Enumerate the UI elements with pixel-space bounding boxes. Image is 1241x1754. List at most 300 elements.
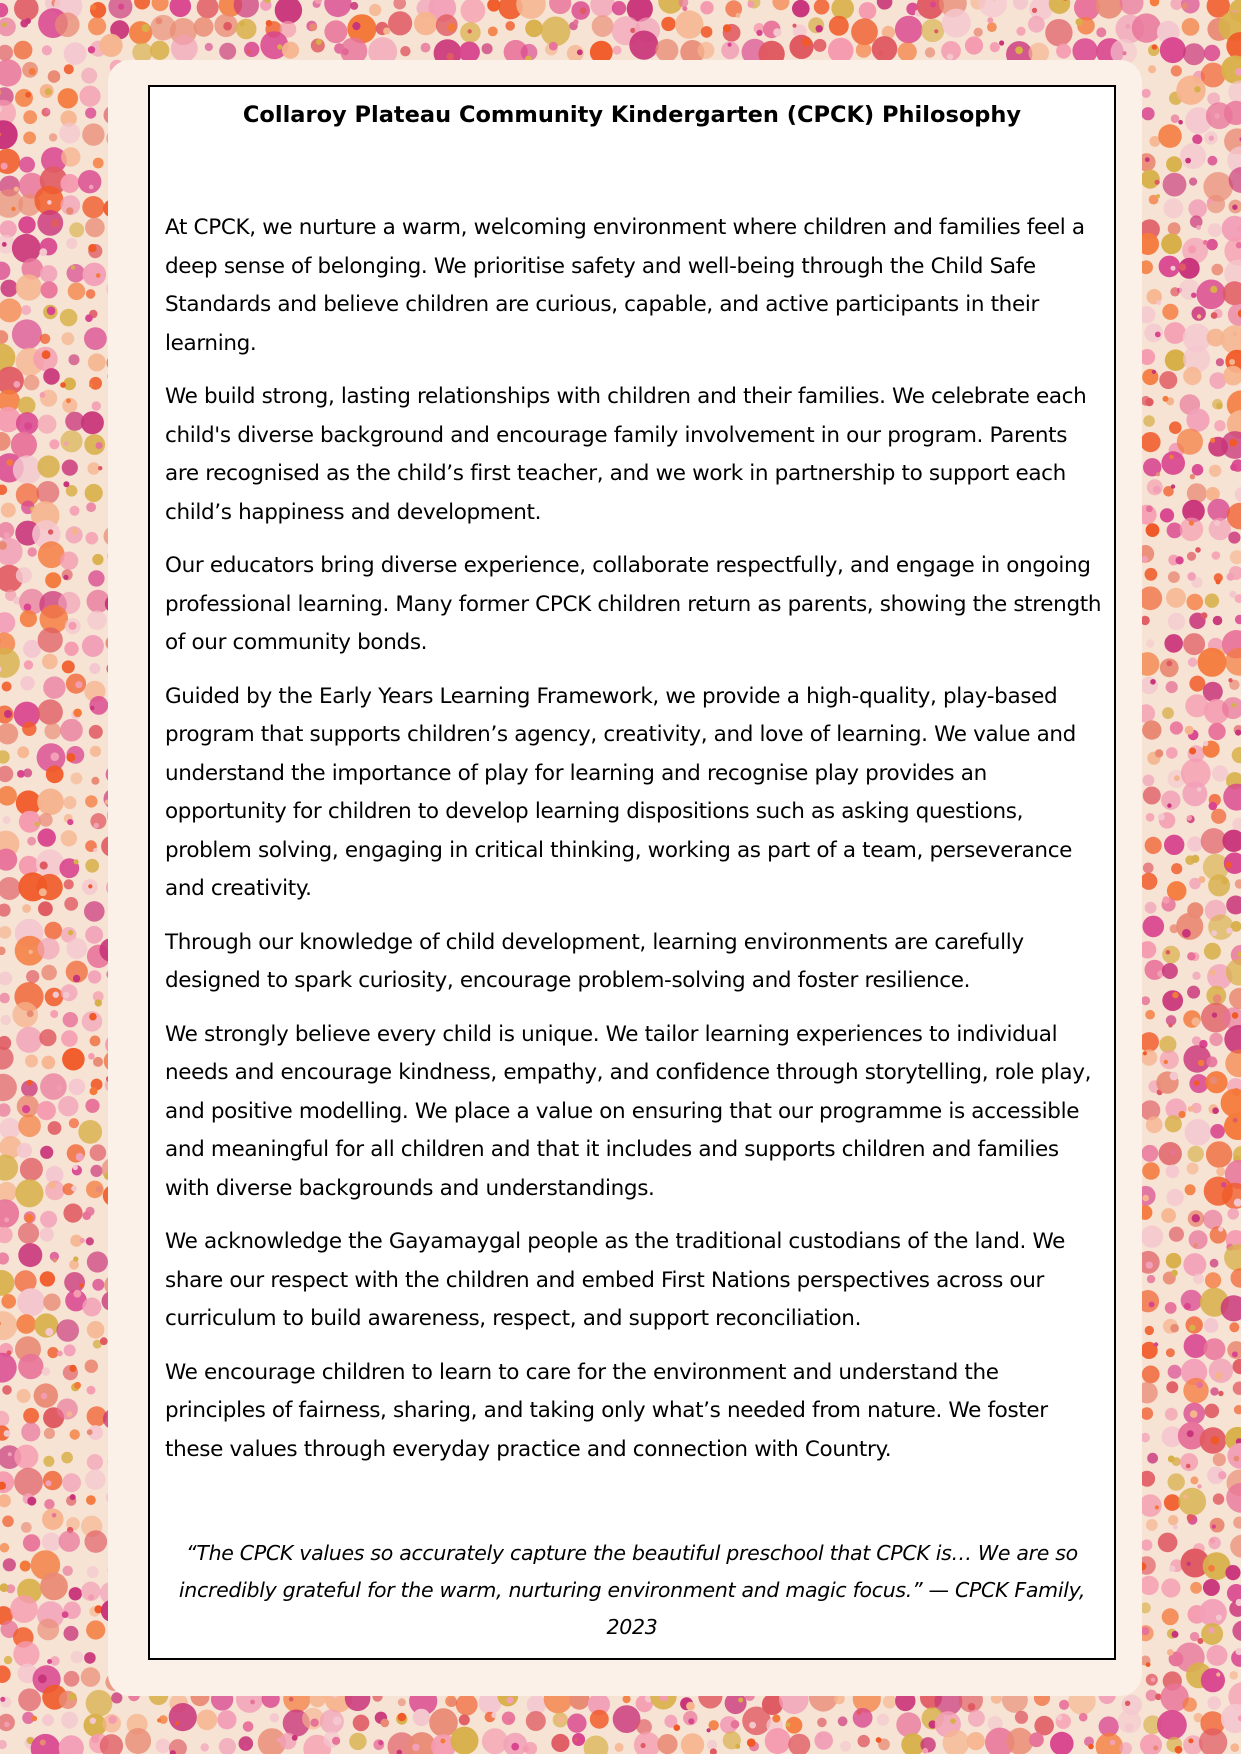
decorative-dot — [773, 28, 781, 36]
decorative-dot — [1209, 1033, 1222, 1046]
decorative-dot — [1164, 1060, 1168, 1064]
decorative-dot — [1187, 572, 1196, 581]
decorative-dot — [0, 18, 16, 37]
decorative-dot — [71, 773, 83, 785]
decorative-dot — [1207, 499, 1229, 521]
decorative-dot — [557, 1716, 565, 1724]
decorative-dot — [1191, 293, 1196, 298]
decorative-dot — [90, 1165, 102, 1177]
decorative-dot — [1152, 44, 1158, 50]
decorative-dot — [1183, 1697, 1197, 1711]
decorative-dot — [1146, 640, 1154, 648]
decorative-dot — [89, 663, 100, 674]
decorative-dot — [1228, 80, 1241, 103]
decorative-dot — [1233, 1382, 1241, 1395]
decorative-dot — [8, 1452, 12, 1456]
decorative-dot — [11, 432, 37, 458]
decorative-dot — [1196, 225, 1201, 230]
decorative-dot — [3, 816, 11, 824]
decorative-dot — [69, 1079, 86, 1096]
decorative-dot — [1147, 1453, 1158, 1464]
decorative-dot — [39, 1029, 56, 1046]
decorative-dot — [1218, 1391, 1223, 1396]
decorative-dot — [655, 39, 678, 62]
decorative-dot — [661, 17, 675, 31]
decorative-dot — [1210, 1538, 1216, 1544]
decorative-dot — [64, 1272, 85, 1293]
decorative-dot — [1110, 1740, 1116, 1746]
decorative-dot — [74, 859, 79, 864]
decorative-dot — [1166, 661, 1172, 667]
decorative-dot — [1158, 1533, 1178, 1553]
decorative-dot — [925, 47, 935, 57]
decorative-dot — [748, 1, 755, 8]
decorative-dot — [675, 10, 703, 38]
decorative-dot — [1183, 1045, 1211, 1073]
decorative-dot — [1139, 1576, 1158, 1595]
decorative-dot — [1186, 409, 1209, 432]
decorative-dot — [1183, 43, 1205, 65]
decorative-dot — [59, 123, 80, 144]
decorative-dot — [816, 25, 823, 32]
decorative-dot — [37, 789, 64, 816]
decorative-dot — [40, 334, 50, 344]
decorative-dot — [85, 859, 99, 873]
decorative-dot — [634, 1732, 660, 1754]
decorative-dot — [79, 86, 100, 107]
decorative-dot — [1163, 198, 1183, 218]
decorative-dot — [1208, 223, 1222, 237]
decorative-dot — [93, 848, 97, 852]
decorative-dot — [688, 1718, 694, 1724]
decorative-dot — [1210, 1076, 1218, 1084]
decorative-dot — [1228, 678, 1232, 682]
decorative-dot — [66, 398, 71, 403]
decorative-dot — [1221, 878, 1228, 885]
decorative-dot — [1145, 568, 1158, 581]
decorative-dot — [1232, 747, 1241, 763]
decorative-dot — [90, 1087, 98, 1095]
decorative-dot — [851, 18, 878, 45]
decorative-dot — [1198, 648, 1227, 677]
decorative-dot — [896, 1712, 921, 1737]
decorative-dot — [37, 1101, 56, 1120]
decorative-dot — [541, 17, 571, 47]
decorative-dot — [20, 1561, 31, 1572]
decorative-dot — [41, 965, 57, 981]
decorative-dot — [42, 350, 51, 359]
decorative-dot — [61, 984, 78, 1001]
decorative-dot — [728, 43, 732, 47]
decorative-dot — [68, 930, 73, 935]
decorative-dot — [1045, 19, 1072, 46]
decorative-dot — [88, 1053, 95, 1060]
decorative-dot — [1139, 1494, 1162, 1517]
decorative-dot — [765, 1728, 791, 1754]
decorative-dot — [731, 1720, 740, 1729]
decorative-dot — [1166, 1348, 1175, 1357]
decorative-dot — [1208, 156, 1218, 166]
decorative-dot — [1168, 222, 1181, 235]
decorative-dot — [4, 710, 12, 718]
decorative-dot — [18, 1243, 42, 1267]
decorative-dot — [59, 1531, 80, 1552]
decorative-dot — [1212, 765, 1228, 781]
decorative-dot — [1203, 1579, 1220, 1596]
decorative-dot — [0, 120, 18, 149]
decorative-dot — [85, 926, 103, 944]
decorative-dot — [1187, 836, 1202, 851]
decorative-dot — [1201, 1668, 1225, 1692]
decorative-dot — [1146, 1519, 1158, 1531]
decorative-dot — [84, 327, 107, 350]
decorative-dot — [244, 1744, 248, 1748]
decorative-dot — [64, 42, 87, 65]
decorative-dot — [85, 314, 93, 322]
decorative-dot — [217, 1710, 236, 1729]
decorative-dot — [19, 811, 41, 833]
decorative-dot — [63, 575, 68, 580]
decorative-dot — [1192, 1017, 1201, 1026]
decorative-dot — [488, 27, 498, 37]
decorative-dot — [82, 1211, 91, 1220]
decorative-dot — [35, 822, 40, 827]
decorative-dot — [1169, 1227, 1184, 1242]
decorative-dot — [19, 157, 35, 173]
decorative-dot — [98, 466, 102, 470]
decorative-dot — [0, 766, 13, 782]
decorative-dot — [1232, 818, 1241, 832]
decorative-dot — [16, 274, 42, 300]
decorative-dot — [1232, 1012, 1239, 1019]
decorative-dot — [66, 753, 75, 762]
decorative-dot — [1168, 613, 1185, 630]
decorative-dot — [381, 1719, 390, 1728]
decorative-dot — [934, 29, 938, 33]
decorative-dot — [46, 765, 64, 783]
decorative-dot — [93, 158, 104, 169]
decorative-dot — [0, 1494, 11, 1507]
decorative-dot — [96, 1186, 103, 1193]
decorative-dot — [324, 20, 347, 43]
decorative-dot — [1213, 1453, 1226, 1466]
decorative-dot — [1185, 158, 1191, 164]
decorative-dot — [1171, 1270, 1178, 1277]
decorative-dot — [42, 45, 52, 55]
decorative-dot — [1149, 1302, 1155, 1308]
decorative-dot — [1190, 1476, 1198, 1484]
decorative-dot — [64, 897, 78, 911]
decorative-dot — [0, 3, 8, 17]
decorative-dot — [573, 19, 578, 24]
decorative-dot — [85, 108, 96, 119]
decorative-dot — [2, 242, 7, 247]
decorative-dot — [64, 1626, 79, 1641]
decorative-dot — [749, 1722, 756, 1729]
decorative-dot — [735, 1744, 740, 1749]
decorative-dot — [40, 1073, 67, 1100]
decorative-dot — [74, 1382, 81, 1389]
decorative-dot — [1168, 1473, 1185, 1490]
decorative-dot — [29, 68, 36, 75]
decorative-dot — [872, 36, 898, 62]
decorative-dot — [1208, 874, 1230, 896]
decorative-dot — [42, 1714, 54, 1726]
decorative-dot — [1170, 721, 1183, 734]
decorative-dot — [39, 888, 47, 896]
decorative-dot — [223, 22, 232, 31]
decorative-dot — [1165, 1408, 1178, 1421]
decorative-dot — [1226, 862, 1232, 868]
decorative-dot — [686, 1702, 695, 1711]
decorative-dot — [156, 18, 163, 25]
decorative-dot — [194, 17, 214, 37]
decorative-dot — [18, 1354, 43, 1379]
decorative-dot — [817, 1734, 822, 1739]
decorative-dot — [88, 244, 96, 252]
decorative-dot — [1216, 358, 1224, 366]
decorative-dot — [1225, 1565, 1240, 1580]
decorative-dot — [22, 904, 31, 913]
decorative-dot — [1179, 279, 1199, 299]
decorative-dot — [398, 1713, 407, 1722]
decorative-dot — [90, 746, 101, 757]
decorative-dot — [1211, 809, 1226, 824]
decorative-dot — [1214, 520, 1220, 526]
decorative-dot — [1125, 24, 1130, 29]
decorative-dot — [393, 0, 406, 10]
decorative-dot — [1226, 928, 1232, 934]
decorative-dot — [39, 248, 47, 256]
decorative-dot — [459, 1714, 470, 1725]
decorative-dot — [25, 1055, 38, 1068]
decorative-dot — [4, 1656, 12, 1664]
decorative-dot — [4, 1722, 10, 1728]
decorative-dot — [1183, 1378, 1208, 1403]
decorative-dot — [81, 411, 104, 434]
decorative-dot — [584, 1736, 609, 1754]
decorative-dot — [0, 972, 12, 986]
decorative-dot — [43, 676, 65, 698]
decorative-dot — [1166, 156, 1182, 172]
decorative-dot — [700, 1, 713, 14]
decorative-dot — [1146, 523, 1160, 537]
decorative-dot — [1162, 1608, 1179, 1625]
decorative-dot — [1142, 1162, 1160, 1180]
decorative-dot — [45, 1480, 51, 1486]
decorative-dot — [1156, 194, 1160, 198]
decorative-dot — [17, 1288, 45, 1316]
decorative-dot — [1215, 1372, 1223, 1380]
decorative-dot — [1199, 1728, 1227, 1754]
decorative-dot — [967, 1732, 985, 1750]
decorative-dot — [1223, 784, 1241, 811]
decorative-dot — [275, 0, 302, 24]
decorative-dot — [840, 1741, 851, 1752]
decorative-dot — [590, 0, 615, 17]
decorative-dot — [1227, 1208, 1239, 1220]
decorative-dot — [1096, 0, 1123, 19]
decorative-dot — [89, 696, 108, 715]
decorative-dot — [1201, 612, 1208, 619]
decorative-dot — [90, 1036, 101, 1047]
decorative-dot — [40, 1211, 57, 1228]
decorative-dot — [0, 1118, 20, 1139]
decorative-dot — [234, 0, 259, 18]
decorative-dot — [1142, 556, 1148, 562]
decorative-dot — [1143, 916, 1165, 938]
decorative-dot — [1189, 178, 1197, 186]
decorative-dot — [44, 723, 61, 740]
decorative-dot — [60, 719, 83, 742]
decorative-dot — [1141, 1145, 1158, 1162]
decorative-dot — [487, 0, 500, 12]
decorative-dot — [1165, 1302, 1177, 1314]
decorative-dot — [1162, 304, 1178, 320]
decorative-dot — [1141, 996, 1150, 1005]
decorative-dot — [1216, 403, 1223, 410]
decorative-dot — [68, 283, 86, 301]
decorative-dot — [1155, 180, 1160, 185]
decorative-dot — [0, 993, 10, 1004]
decorative-dot — [90, 1144, 107, 1161]
decorative-dot — [118, 4, 124, 10]
decorative-dot — [63, 992, 70, 999]
decorative-dot — [86, 532, 99, 545]
decorative-dot — [1204, 943, 1221, 960]
decorative-dot — [681, 1733, 704, 1754]
decorative-dot — [38, 415, 57, 434]
decorative-dot — [85, 1469, 106, 1490]
decorative-dot — [1166, 950, 1171, 955]
decorative-dot — [1197, 314, 1201, 318]
decorative-dot — [1191, 855, 1199, 863]
decorative-dot — [1163, 396, 1169, 402]
decorative-dot — [14, 0, 39, 21]
decorative-dot — [1224, 1113, 1241, 1140]
decorative-dot — [47, 1347, 58, 1358]
decorative-dot — [858, 1735, 870, 1747]
decorative-dot — [1206, 1056, 1217, 1067]
decorative-dot — [1209, 136, 1214, 141]
decorative-dot — [69, 1693, 77, 1701]
decorative-dot — [42, 1367, 51, 1376]
decorative-dot — [1187, 815, 1192, 820]
decorative-dot — [1211, 930, 1217, 936]
decorative-dot — [0, 750, 10, 763]
decorative-dot — [88, 570, 104, 586]
decorative-dot — [1185, 1119, 1212, 1146]
decorative-dot — [14, 1445, 38, 1469]
decorative-dot — [965, 36, 983, 54]
decorative-dot — [69, 1260, 79, 1270]
decorative-dot — [629, 30, 658, 59]
decorative-dot — [1145, 398, 1153, 406]
decorative-dot — [82, 635, 104, 657]
decorative-dot — [62, 1048, 85, 1071]
decorative-dot — [62, 660, 75, 673]
decorative-dot — [817, 1718, 827, 1728]
decorative-dot — [1153, 486, 1161, 494]
decorative-dot — [987, 17, 993, 23]
decorative-dot — [1235, 879, 1241, 888]
decorative-dot — [1210, 1226, 1227, 1243]
decorative-dot — [1160, 508, 1174, 522]
decorative-dot — [236, 19, 257, 40]
decorative-dot — [1159, 371, 1177, 389]
decorative-dot — [197, 1710, 218, 1731]
decorative-dot — [152, 0, 169, 11]
decorative-dot — [1171, 863, 1182, 874]
decorative-dot — [61, 1452, 73, 1464]
decorative-dot — [1213, 616, 1223, 626]
decorative-dot — [1183, 1253, 1206, 1276]
decorative-dot — [22, 1105, 30, 1113]
decorative-dot — [49, 133, 57, 141]
decorative-dot — [37, 1619, 59, 1641]
decorative-dot — [81, 1667, 101, 1687]
decorative-dot — [85, 795, 97, 807]
decorative-dot — [1152, 370, 1156, 374]
decorative-dot — [26, 970, 39, 983]
decorative-dot — [1181, 1290, 1202, 1311]
decorative-dot — [94, 823, 99, 828]
decorative-dot — [1145, 157, 1150, 162]
paragraph-acknowledgement-of-country: We acknowledge the Gayamaygal people as the traditional custodians of the land. We share our respect with the children and embed First Nations perspectives across our curriculum to build awareness, respect, and support reconciliation. — [165, 1229, 1066, 1331]
decorative-dot — [85, 1099, 99, 1113]
decorative-dot — [24, 660, 33, 669]
decorative-dot — [1185, 1184, 1196, 1195]
decorative-dot — [1184, 1303, 1191, 1310]
decorative-dot — [2, 22, 7, 27]
decorative-dot — [876, 1737, 882, 1743]
decorative-dot — [747, 1738, 756, 1747]
decorative-dot — [1150, 0, 1160, 6]
decorative-dot — [243, 1721, 254, 1732]
decorative-dot — [1160, 1050, 1179, 1069]
decorative-dot — [42, 1056, 56, 1070]
decorative-dot — [1163, 173, 1187, 197]
decorative-dot — [1145, 1326, 1154, 1335]
decorative-dot — [1194, 1080, 1200, 1086]
decorative-dot — [0, 1665, 11, 1683]
decorative-dot — [1141, 1539, 1152, 1550]
decorative-dot — [1188, 1146, 1204, 1162]
decorative-dot — [707, 1728, 711, 1732]
decorative-dot — [17, 770, 25, 778]
decorative-dot — [1208, 1565, 1215, 1572]
decorative-dot — [40, 1573, 68, 1601]
decorative-dot — [40, 1146, 53, 1159]
decorative-dot — [25, 18, 31, 24]
decorative-dot — [0, 1583, 8, 1592]
decorative-dot — [756, 30, 762, 36]
decorative-dot — [60, 309, 78, 327]
decorative-dot — [580, 7, 587, 14]
family-testimonial-quote: “The CPCK values so accurately capture the beautiful preschool that CPCK is… We are so incredibly grateful for the warm, nurturing environment and magic focus.” — CPCK Family, 2023 — [178, 1541, 1086, 1639]
decorative-dot — [71, 1651, 84, 1664]
decorative-dot — [1186, 1464, 1191, 1469]
decorative-dot — [950, 1718, 956, 1724]
decorative-dot — [38, 938, 60, 960]
decorative-dot — [1187, 952, 1195, 960]
decorative-dot — [1214, 420, 1225, 431]
decorative-dot — [86, 502, 96, 512]
decorative-dot — [1141, 170, 1160, 189]
decorative-dot — [90, 4, 96, 10]
decorative-dot — [88, 884, 92, 888]
decorative-dot — [142, 24, 150, 32]
